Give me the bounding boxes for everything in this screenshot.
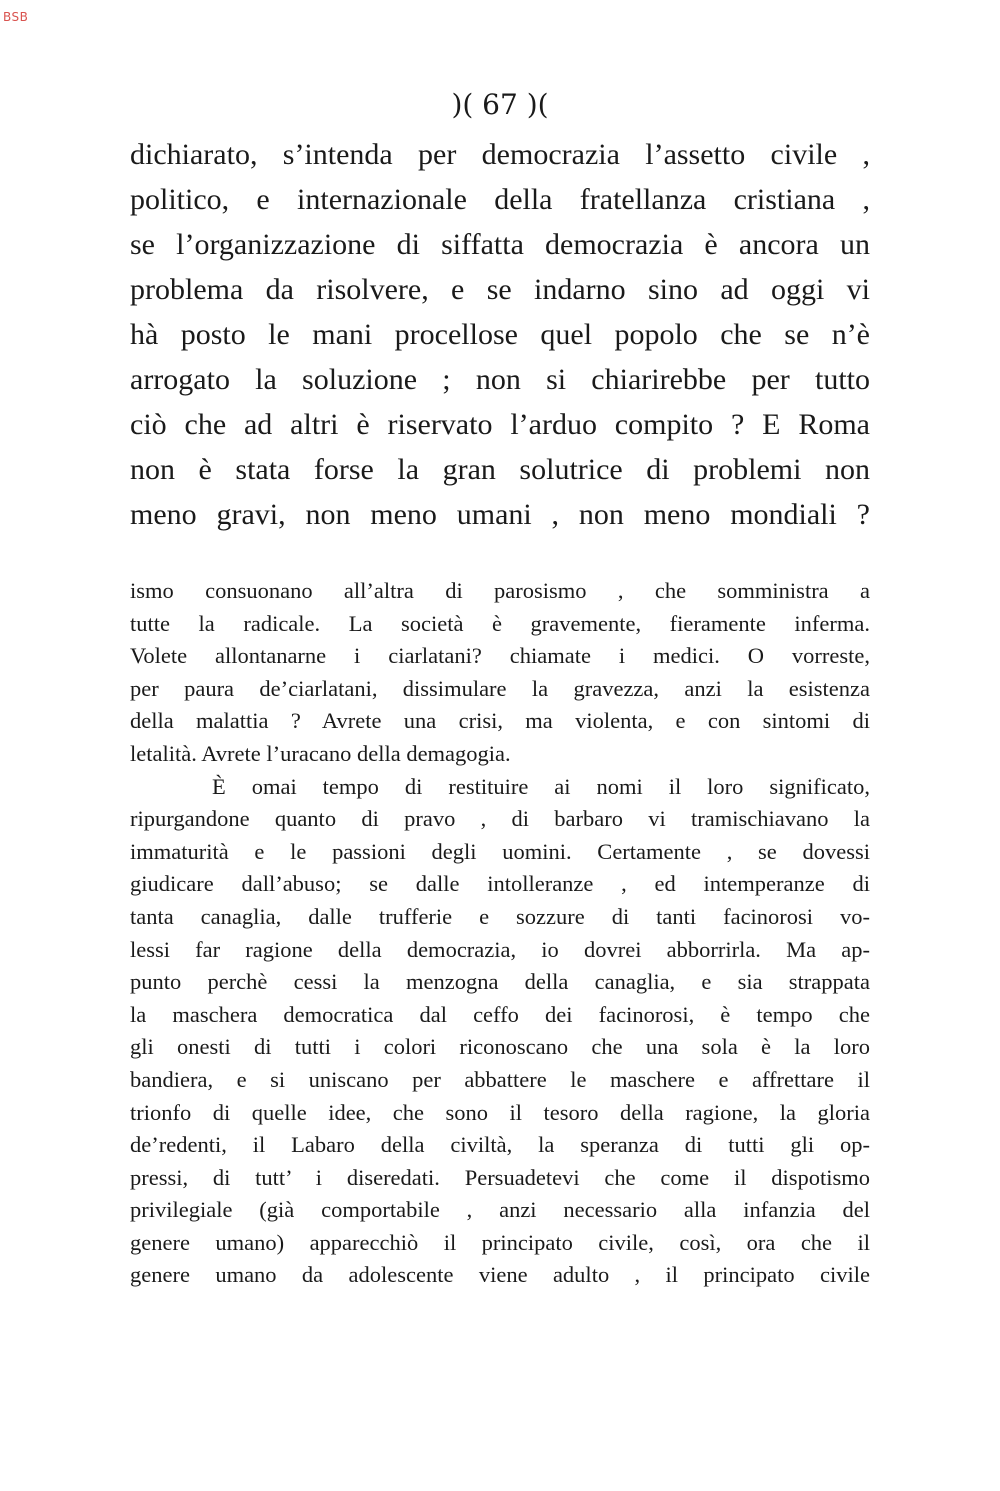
note-text-line: punto perchè cessi la menzogna della canaglia, e sia strappata	[130, 969, 870, 995]
main-body-text	[130, 132, 870, 537]
note-text-line: trionfo di quelle idee, che sono il tesoro della ragione, la gloria	[130, 1099, 870, 1125]
note-text-line: È omai tempo di restituire ai nomi il loro significato,	[212, 773, 870, 799]
note-text-line: ripurgandone quanto di pravo , di barbaro vi tramischiavano la	[130, 806, 870, 832]
note-text-line: Volete allontanarne i ciarlatani? chiamate i medici. O vorreste,	[130, 643, 870, 669]
note-text-line: ismo consuonano all’altra di parosismo , che somministra a	[130, 578, 870, 603]
note-text-line: privilegiale (già comportabile , anzi necessario alla infanzia del	[130, 1197, 870, 1223]
main-text-line: non è stata forse la gran solutrice di problemi non	[130, 453, 870, 486]
note-text-line: letalità. Avrete l’uracano della demagogia.	[130, 740, 511, 766]
note-text-line: pressi, di tutt’ i diseredati. Persuadetevi che come il dispotismo	[130, 1164, 870, 1190]
main-text-line: problema da risolvere, e se indarno sino ad oggi vi	[130, 273, 870, 306]
note-text-line: lessi far ragione della democrazia, io dovrei abborrirla. Ma ap-	[130, 936, 870, 962]
note-text-line: per paura de’ciarlatani, dissimulare la gravezza, anzi la esistenza	[130, 675, 870, 701]
main-text-line: ciò che ad altri è riservato l’arduo compito ? E Roma	[130, 408, 870, 441]
main-text-line: hà posto le mani procellose quel popolo che se n’è	[130, 318, 870, 351]
note-text-line: gli onesti di tutti i colori riconoscano che una sola è la loro	[130, 1034, 870, 1060]
note-text-line: tanta canaglia, dalle trufferie e sozzure di tanti facinorosi vo-	[130, 903, 870, 929]
main-text-line: meno gravi, non meno umani , non meno mondiali ?	[130, 498, 870, 531]
note-text-line: immaturità e le passioni degli uomini. Certamente , se dovessi	[130, 838, 870, 864]
main-text-line: dichiarato, s’intenda per democrazia l’assetto civile ,	[130, 138, 870, 171]
footnote-text	[130, 575, 870, 1292]
main-text-line: se l’organizzazione di siffatta democrazia è ancora un	[130, 228, 870, 261]
page-number: )( 67 )(	[451, 88, 549, 121]
note-text-line: bandiera, e si uniscano per abbattere le maschere e affrettare il	[130, 1066, 870, 1092]
main-text-line: arrogato la soluzione ; non si chiarirebbe per tutto	[130, 363, 870, 396]
library-watermark: BSB	[3, 10, 29, 24]
note-text-line: della malattia ? Avrete una crisi, ma violenta, e con sintomi di	[130, 708, 870, 734]
note-text-line: genere umano) apparecchiò il principato civile, così, ora che il	[130, 1229, 870, 1255]
note-text-line: la maschera democratica dal ceffo dei facinorosi, è tempo che	[130, 1001, 870, 1027]
main-text-line: politico, e internazionale della fratellanza cristiana ,	[130, 183, 870, 216]
note-text-line: tutte la radicale. La società è gravemente, fieramente inferma.	[130, 610, 870, 636]
note-text-line: genere umano da adolescente viene adulto , il principato civile	[130, 1262, 870, 1288]
note-text-line: giudicare dall’abuso; se dalle intolleranze , ed intemperanze di	[130, 871, 870, 897]
note-text-line: de’redenti, il Labaro della civiltà, la speranza di tutti gli op-	[130, 1132, 870, 1158]
